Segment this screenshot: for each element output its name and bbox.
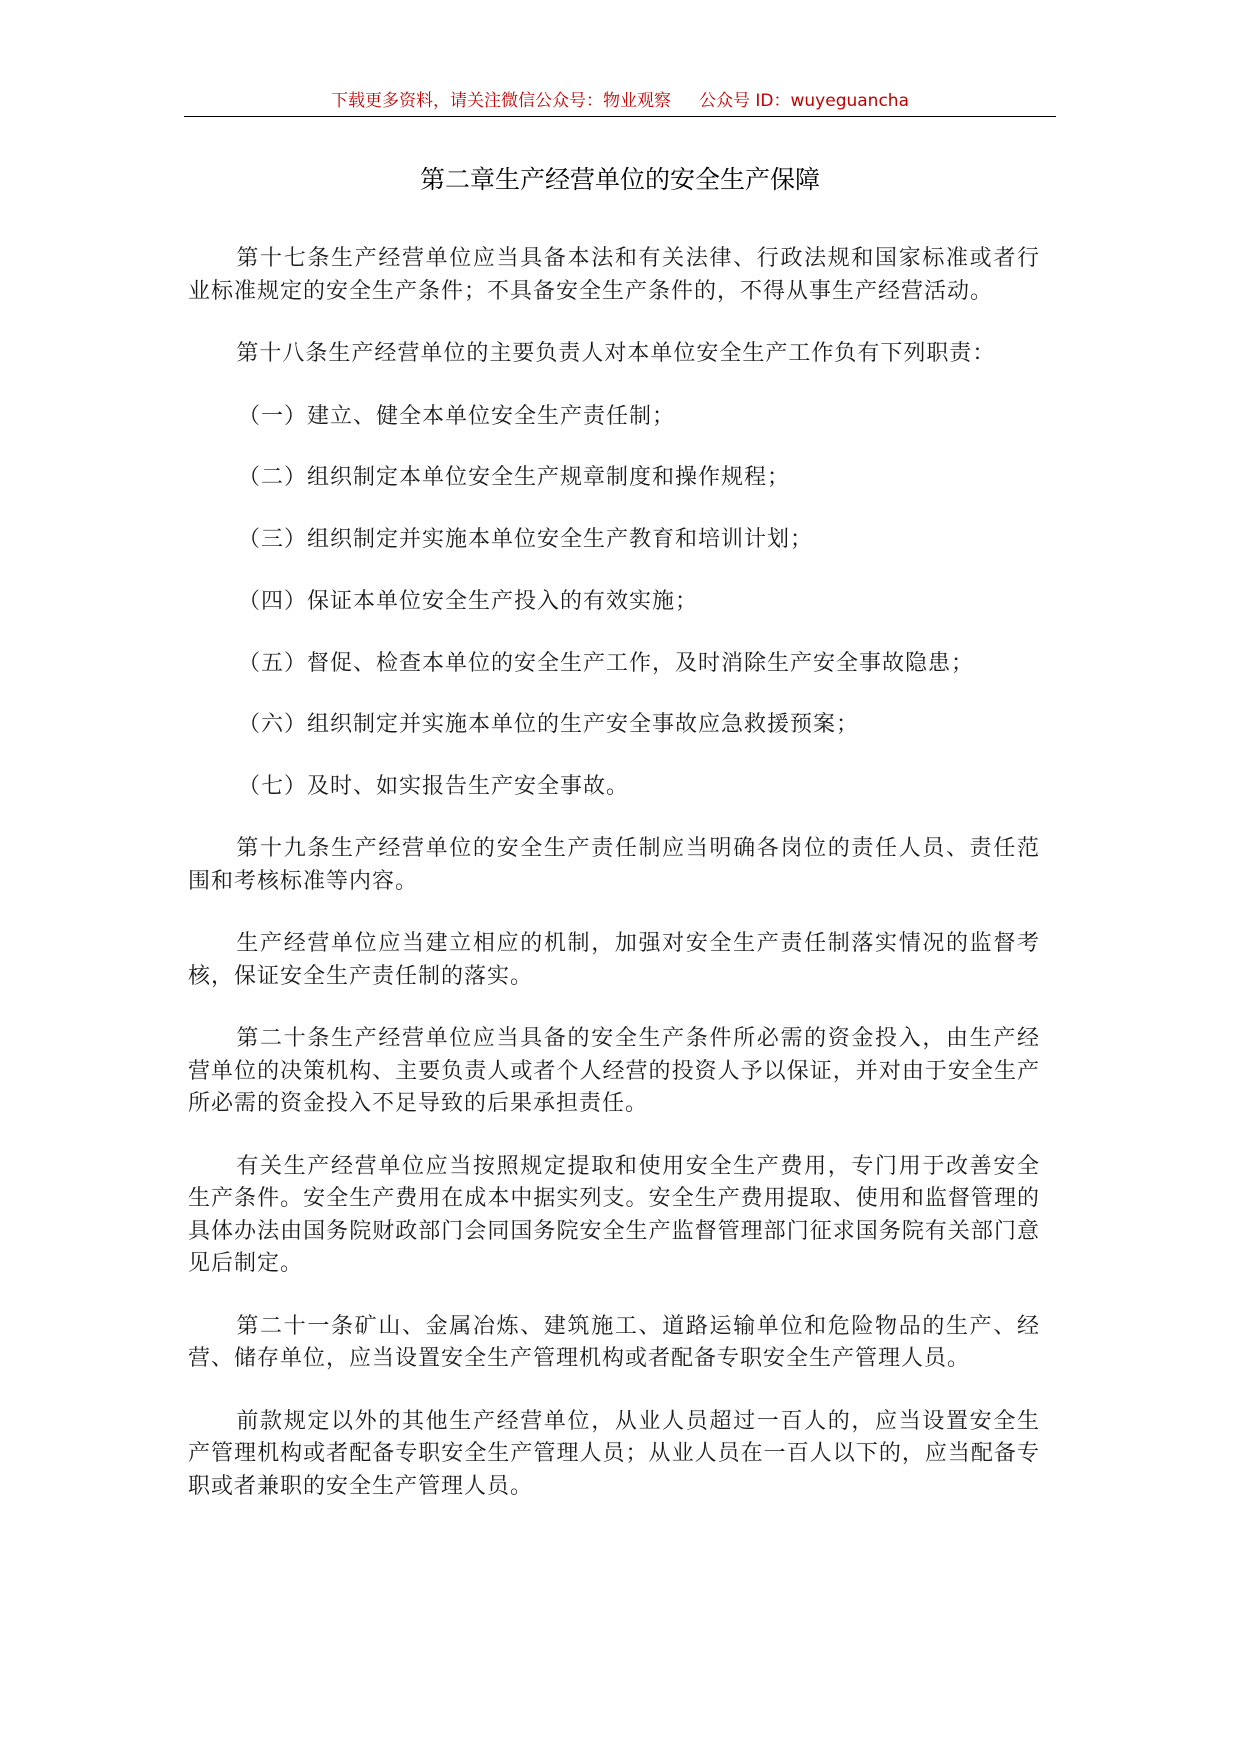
chapter-title: 第二章生产经营单位的安全生产保障 [419,165,820,194]
page-header [184,86,1056,117]
document-body [188,243,1040,1533]
article-18-paragraph: 第十八条生产经营单位的主要负责人对本单位安全生产工作负有下列职责： [236,341,996,366]
article-21-paragraph: 第二十一条矿山、金属冶炼、建筑施工、道路运输单位和危险物品的生产、经营、储存单位，应当设置安全生产管理机构或者配备专职安全生产管理人员。 [188,1313,1040,1372]
duty-item-5: （五）督促、检查本单位的安全生产工作，及时消除生产安全事故隐患； [238,650,975,676]
duty-item-2: （二）组织制定本单位安全生产规章制度和操作规程； [238,465,791,491]
article-19-supplement-paragraph: 生产经营单位应当建立相应的机制，加强对安全生产责任制落实情况的监督考核，保证安全生产责任制的落实。 [188,931,1040,989]
article-20-paragraph: 第二十条生产经营单位应当具备的安全生产条件所必需的资金投入，由生产经营单位的决策机构、主要负责人或者个人经营的投资人予以保证，并对由于安全生产所必需的资金投入不足导致的后果承担责任。 [188,1026,1040,1117]
duty-item-3: （三）组织制定并实施本单位安全生产教育和培训计划； [238,527,814,553]
article-20-supplement-paragraph: 有关生产经营单位应当按照规定提取和使用安全生产费用，专门用于改善安全生产条件。安全生产费用在成本中据实列支。安全生产费用提取、使用和监督管理的具体办法由国务院财政部门会同国务院安全生产监督管理部门征求国务院有关部门意见后制定。 [188,1153,1040,1277]
duty-item-6: （六）组织制定并实施本单位的生产安全事故应急救援预案； [238,712,860,738]
article-21-supplement-paragraph: 前款规定以外的其他生产经营单位，从业人员超过一百人的，应当设置安全生产管理机构或者配备专职安全生产管理人员；从业人员在一百人以下的，应当配备专职或者兼职的安全生产管理人员。 [188,1408,1040,1499]
article-17-paragraph: 第十七条生产经营单位应当具备本法和有关法律、行政法规和国家标准或者行业标准规定的安全生产条件；不具备安全生产条件的，不得从事生产经营活动。 [188,246,1040,304]
duty-item-4: （四）保证本单位安全生产投入的有效实施； [238,588,699,614]
header-account-id: 公众号 ID：wuyeguancha [698,91,909,111]
duty-item-1: （一）建立、健全本单位安全生产责任制； [238,403,676,429]
article-19-paragraph: 第十九条生产经营单位的安全生产责任制应当明确各岗位的责任人员、责任范围和考核标准等内容。 [188,836,1040,894]
duty-item-7: （七）及时、如实报告生产安全事故。 [238,774,630,800]
header-promo-text: 下载更多资料，请关注微信公众号：物业观察 [330,91,671,111]
